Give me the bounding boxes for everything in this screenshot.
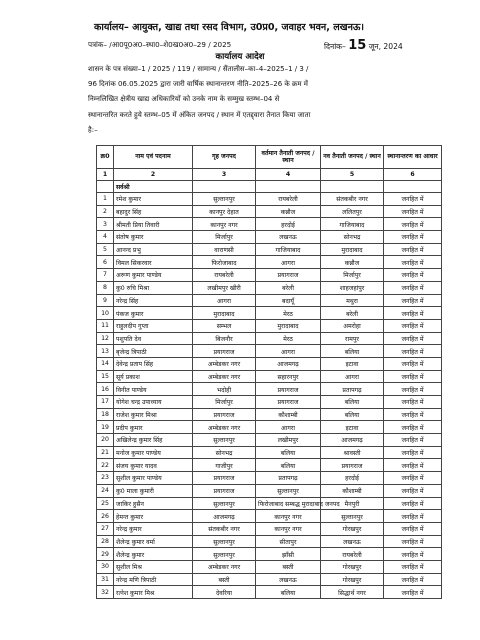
- new-posting-cell: गोरखपुर: [321, 560, 384, 573]
- table-row: [97, 383, 442, 396]
- new-posting-cell: गोरखपुर: [321, 522, 384, 535]
- table-row: [97, 421, 442, 434]
- transfer-basis-cell: जनहित में: [384, 383, 442, 396]
- current-posting-cell: बलिया: [256, 446, 321, 459]
- home-district-cell: सोनभद्र: [193, 446, 256, 459]
- home-district-cell: प्रयागराज: [193, 484, 256, 497]
- transfer-basis-cell: जनहित में: [384, 573, 442, 586]
- transfer-basis-cell: जनहित में: [384, 510, 442, 523]
- transfer-basis-cell: जनहित में: [384, 459, 442, 472]
- office-title: कार्यालय– आयुक्त, खाद्य तथा रसद विभाग, उ0प्र0, जवाहर भवन, लखनऊ।: [94, 22, 365, 33]
- new-posting-cell: गोरखपुर: [321, 573, 384, 586]
- column-number: 4: [256, 169, 321, 181]
- transfer-basis-cell: जनहित में: [384, 357, 442, 370]
- serial-cell: 20: [97, 434, 114, 447]
- name-cell: शैलेन्द्र कुमार वर्मा: [114, 535, 193, 548]
- name-cell: बृजेन्द्र त्रिपाठी: [114, 345, 193, 358]
- table-row: [97, 319, 442, 332]
- name-cell: कु0 रुचि मिश्रा: [114, 281, 193, 294]
- home-district-cell: मुरादाबाद: [193, 307, 256, 320]
- current-posting-cell: लखीमपुर: [256, 434, 321, 447]
- new-posting-cell: ललितपुर: [321, 205, 384, 218]
- new-posting-cell: इटावा: [321, 421, 384, 434]
- current-posting-cell: बलिया: [256, 586, 321, 599]
- table-row: [97, 218, 442, 231]
- transfer-basis-cell: जनहित में: [384, 434, 442, 447]
- serial-cell: 10: [97, 307, 114, 320]
- transfer-basis-cell: जनहित में: [384, 319, 442, 332]
- name-cell: सुशील कुमार पाण्डेय: [114, 472, 193, 485]
- current-posting-cell: रायबरेली: [256, 193, 321, 206]
- table-row: [97, 446, 442, 459]
- transfer-basis-cell: जनहित में: [384, 548, 442, 561]
- current-posting-cell: आजमगढ़: [256, 357, 321, 370]
- header-current-posting: वर्तमान तैनाती जनपद / स्थान: [256, 146, 321, 169]
- name-cell: श्रीमती प्रिया तिवारी: [114, 218, 193, 231]
- serial-cell: 2: [97, 205, 114, 218]
- transfer-basis-cell: जनहित में: [384, 446, 442, 459]
- column-number: 3: [193, 169, 256, 181]
- current-posting-cell: सीतापुर: [256, 535, 321, 548]
- home-district-cell: सुल्तानपुर: [193, 193, 256, 206]
- home-district-cell: अम्बेडकर नगर: [193, 357, 256, 370]
- new-posting-cell: अमरोहा: [321, 319, 384, 332]
- name-cell: विमल सिकरवार: [114, 256, 193, 269]
- table-row: [97, 294, 442, 307]
- home-district-cell: सुल्तानपुर: [193, 548, 256, 561]
- name-cell: नरेन्द्र सिंह: [114, 294, 193, 307]
- home-district-cell: देवरिया: [193, 586, 256, 599]
- transfer-basis-cell: जनहित में: [384, 193, 442, 206]
- category-row: [97, 181, 442, 193]
- serial-cell: 22: [97, 459, 114, 472]
- name-cell: अखिलेन्द्र कुमार सिंह: [114, 434, 193, 447]
- new-posting-cell: मैनपुरी: [321, 497, 384, 510]
- new-posting-cell: मथुरा: [321, 294, 384, 307]
- header-serial: क्र0: [97, 146, 114, 169]
- current-posting-cell: कानपुर नगर: [256, 510, 321, 523]
- new-posting-cell: सोनभद्र: [321, 231, 384, 244]
- serial-cell: 6: [97, 256, 114, 269]
- name-cell: जाकिर हुसैन: [114, 497, 193, 510]
- new-posting-cell: श्रावस्ती: [321, 446, 384, 459]
- new-posting-cell: बरेली: [321, 307, 384, 320]
- current-posting-cell: आगरा: [256, 421, 321, 434]
- home-district-cell: संतकबीर नगर: [193, 522, 256, 535]
- name-cell: पंकज कुमार: [114, 307, 193, 320]
- name-cell: बहादुर सिंह: [114, 205, 193, 218]
- table-row: [97, 484, 442, 497]
- table-row: [97, 345, 442, 358]
- transfer-basis-cell: जनहित में: [384, 408, 442, 421]
- serial-cell: 1: [97, 193, 114, 206]
- serial-cell: 11: [97, 319, 114, 332]
- transfer-basis-cell: जनहित में: [384, 535, 442, 548]
- new-posting-cell: हरदोई: [321, 472, 384, 485]
- serial-cell: 15: [97, 370, 114, 383]
- table-row: [97, 560, 442, 573]
- column-number: 5: [321, 169, 384, 181]
- table-row: [97, 510, 442, 523]
- table-row: [97, 231, 442, 244]
- home-district-cell: आगरा: [193, 294, 256, 307]
- table-row: [97, 332, 442, 345]
- header-transfer-basis: स्थानान्तरण का आधार: [384, 146, 442, 169]
- date-label: दिनांक–: [324, 42, 346, 51]
- name-cell: शैलेन्द्र कुमार: [114, 548, 193, 561]
- new-posting-cell: कन्नौज: [321, 256, 384, 269]
- current-posting-cell: प्रयागराज: [256, 269, 321, 282]
- transfer-basis-cell: जनहित में: [384, 256, 442, 269]
- order-body-paragraph: [88, 62, 438, 138]
- name-cell: अरूण कुमार पाण्डेय: [114, 269, 193, 282]
- name-cell: राजेश कुमार मिश्रा: [114, 408, 193, 421]
- home-district-cell: बिजनौर: [193, 332, 256, 345]
- name-cell: योगेश चन्द्र उपाध्याय: [114, 396, 193, 409]
- transfer-basis-cell: जनहित में: [384, 522, 442, 535]
- new-posting-cell: शाहजहांपुर: [321, 281, 384, 294]
- home-district-cell: अम्बेडकर नगर: [193, 560, 256, 573]
- new-posting-cell: आजमगढ़: [321, 434, 384, 447]
- transfer-basis-cell: जनहित में: [384, 484, 442, 497]
- serial-cell: 28: [97, 535, 114, 548]
- current-posting-cell: गाजियाबाद: [256, 243, 321, 256]
- serial-cell: 30: [97, 560, 114, 573]
- serial-cell: 14: [97, 357, 114, 370]
- serial-cell: 5: [97, 243, 114, 256]
- table-row: [97, 269, 442, 282]
- serial-cell: 23: [97, 472, 114, 485]
- home-district-cell: सुल्तानपुर: [193, 535, 256, 548]
- name-cell: सुशील मिश्र: [114, 560, 193, 573]
- serial-cell: 31: [97, 573, 114, 586]
- new-posting-cell: मिर्जापुर: [321, 269, 384, 282]
- table-row: [97, 573, 442, 586]
- date-month-year: जून, 2024: [368, 42, 403, 51]
- name-cell: मनोज कुमार पाण्डेय: [114, 446, 193, 459]
- home-district-cell: मिर्जापुर: [193, 231, 256, 244]
- serial-cell: 19: [97, 421, 114, 434]
- name-cell: देवेन्द्र प्रताप सिंह: [114, 357, 193, 370]
- serial-cell: 18: [97, 408, 114, 421]
- letter-reference-number: पत्रांक– /आ0पू0अ0–स्था0–शे0ख0अ0–29 / 2025: [88, 40, 232, 49]
- table-row: [97, 434, 442, 447]
- table-header-row: [97, 146, 442, 169]
- home-district-cell: प्रयागराज: [193, 345, 256, 358]
- transfer-basis-cell: जनहित में: [384, 294, 442, 307]
- current-posting-cell: बस्ती: [256, 560, 321, 573]
- new-posting-cell: बलिया: [321, 345, 384, 358]
- name-cell: हेमन्त कुमार: [114, 510, 193, 523]
- column-number-row: [97, 169, 442, 181]
- new-posting-cell: मुरादाबाद: [321, 243, 384, 256]
- transfer-basis-cell: जनहित में: [384, 370, 442, 383]
- current-posting-cell: कौशाम्बी: [256, 408, 321, 421]
- current-posting-cell: प्रतापगढ़: [256, 472, 321, 485]
- table-row: [97, 256, 442, 269]
- home-district-cell: मिर्जापुर: [193, 396, 256, 409]
- home-district-cell: भदोही: [193, 383, 256, 396]
- current-posting-cell: प्रयागराज: [256, 396, 321, 409]
- home-district-cell: वाराणसी: [193, 243, 256, 256]
- header-home-district: गृह जनपद: [193, 146, 256, 169]
- new-posting-cell: आगरा: [321, 370, 384, 383]
- table-row: [97, 459, 442, 472]
- category-label: सर्वश्री: [114, 181, 193, 193]
- current-posting-cell: मेरठ: [256, 332, 321, 345]
- office-order-heading: कार्यालय आदेश: [215, 52, 265, 62]
- home-district-cell: सुल्तानपुर: [193, 434, 256, 447]
- new-posting-cell: कौशाम्बी: [321, 484, 384, 497]
- table-row: [97, 522, 442, 535]
- name-cell: रत्नेश कुमार मिश्र: [114, 586, 193, 599]
- serial-cell: 4: [97, 231, 114, 244]
- serial-cell: 16: [97, 383, 114, 396]
- home-district-cell: प्रयागराज: [193, 408, 256, 421]
- body-line: 96 दिनांक 06.05.2025 द्वारा जारी वार्षिक स्थानान्तरण नीति–2025–26 के क्रम में: [88, 80, 308, 89]
- new-posting-cell: सिद्धार्थ नगर: [321, 586, 384, 599]
- table-row: [97, 548, 442, 561]
- current-posting-cell: लखनऊ: [256, 573, 321, 586]
- transfer-basis-cell: जनहित में: [384, 231, 442, 244]
- body-line: निम्नलिखित क्षेत्रीय खाद्य अधिकारियों को उनके नाम के सम्मुख स्तम्भ–04 से: [88, 95, 280, 104]
- current-posting-cell: फिरोजाबाद सम्बद्ध मुरादाबाद जनपद: [256, 497, 321, 510]
- new-posting-cell: लखनऊ: [321, 535, 384, 548]
- column-number: 1: [97, 169, 114, 181]
- table-row: [97, 497, 442, 510]
- transfer-basis-cell: जनहित में: [384, 243, 442, 256]
- name-cell: आनन्द प्रभु: [114, 243, 193, 256]
- serial-cell: 27: [97, 522, 114, 535]
- table-row: [97, 243, 442, 256]
- home-district-cell: अम्बेडकर नगर: [193, 370, 256, 383]
- new-posting-cell: इटावा: [321, 357, 384, 370]
- new-posting-cell: बलिया: [321, 408, 384, 421]
- current-posting-cell: आगरा: [256, 256, 321, 269]
- transfer-basis-cell: जनहित में: [384, 497, 442, 510]
- new-posting-cell: रामपुर: [321, 332, 384, 345]
- header-name-designation: नाम एवं पदनाम: [114, 146, 193, 169]
- serial-cell: 24: [97, 484, 114, 497]
- transfer-basis-cell: जनहित में: [384, 205, 442, 218]
- table-row: [97, 370, 442, 383]
- home-district-cell: गाजीपुर: [193, 459, 256, 472]
- column-number: 6: [384, 169, 442, 181]
- serial-cell: 25: [97, 497, 114, 510]
- column-number: 2: [114, 169, 193, 181]
- body-line: स्थानान्तरित करते हुये स्तम्भ–05 में अंकित जनपद / स्थान में एतद्द्वारा तैनात किया जाता: [88, 110, 311, 119]
- home-district-cell: कानपुर देहात: [193, 205, 256, 218]
- home-district-cell: रायबरेली: [193, 269, 256, 282]
- serial-cell: 12: [97, 332, 114, 345]
- transfer-basis-cell: जनहित में: [384, 560, 442, 573]
- table-row: [97, 307, 442, 320]
- serial-cell: 8: [97, 281, 114, 294]
- home-district-cell: आजमगढ़: [193, 510, 256, 523]
- name-cell: नरेन्द्र कुमार: [114, 522, 193, 535]
- current-posting-cell: बलिया: [256, 459, 321, 472]
- date-day-handwritten: 15: [348, 38, 367, 53]
- table-row: [97, 586, 442, 599]
- current-posting-cell: मुरादाबाद: [256, 319, 321, 332]
- transfer-basis-cell: जनहित में: [384, 281, 442, 294]
- home-district-cell: कानपुर नगर: [193, 218, 256, 231]
- new-posting-cell: गाजियाबाद: [321, 218, 384, 231]
- home-district-cell: फिरोजाबाद: [193, 256, 256, 269]
- serial-cell: 17: [97, 396, 114, 409]
- table-row: [97, 408, 442, 421]
- transfer-basis-cell: जनहित में: [384, 332, 442, 345]
- name-cell: संतोष कुमार: [114, 231, 193, 244]
- serial-cell: 9: [97, 294, 114, 307]
- transfer-basis-cell: जनहित में: [384, 472, 442, 485]
- current-posting-cell: लखनऊ: [256, 231, 321, 244]
- transfer-basis-cell: जनहित में: [384, 396, 442, 409]
- current-posting-cell: बरेली: [256, 281, 321, 294]
- current-posting-cell: कानपुर नगर: [256, 522, 321, 535]
- current-posting-cell: बदायूँ: [256, 294, 321, 307]
- current-posting-cell: कन्नौज: [256, 205, 321, 218]
- name-cell: संजय कुमार यादव: [114, 459, 193, 472]
- serial-cell: 32: [97, 586, 114, 599]
- home-district-cell: बस्ती: [193, 573, 256, 586]
- home-district-cell: प्रयागराज: [193, 472, 256, 485]
- current-posting-cell: प्रयागराज: [256, 383, 321, 396]
- home-district-cell: सुल्तानपुर: [193, 497, 256, 510]
- home-district-cell: अम्बेडकर नगर: [193, 421, 256, 434]
- current-posting-cell: झाँसी: [256, 548, 321, 561]
- name-cell: विनीत पाण्डेय: [114, 383, 193, 396]
- new-posting-cell: बलिया: [321, 396, 384, 409]
- home-district-cell: लखीमपुर खीरी: [193, 281, 256, 294]
- current-posting-cell: मेरठ: [256, 307, 321, 320]
- transfer-basis-cell: जनहित में: [384, 218, 442, 231]
- table-row: [97, 357, 442, 370]
- serial-cell: 21: [97, 446, 114, 459]
- new-posting-cell: प्रयागराज: [321, 459, 384, 472]
- body-line: शासन के पत्र संख्या–1 / 2025 / 119 / सामान्य / सैंतालीस–का–4–2025–1 / 3 /: [88, 65, 309, 73]
- table-row: [97, 281, 442, 294]
- home-district-cell: सम्भल: [193, 319, 256, 332]
- current-posting-cell: आगरा: [256, 345, 321, 358]
- serial-cell: 29: [97, 548, 114, 561]
- name-cell: राहुलदीप गुप्ता: [114, 319, 193, 332]
- new-posting-cell: प्रतापगढ़: [321, 383, 384, 396]
- table-row: [97, 472, 442, 485]
- transfer-basis-cell: जनहित में: [384, 586, 442, 599]
- body-line: है:–: [88, 125, 98, 134]
- name-cell: कु0 माला कुमारी: [114, 484, 193, 497]
- current-posting-cell: हरदोई: [256, 218, 321, 231]
- current-posting-cell: सुल्तानपुर: [256, 484, 321, 497]
- transfer-basis-cell: जनहित में: [384, 345, 442, 358]
- serial-cell: 13: [97, 345, 114, 358]
- transfer-basis-cell: जनहित में: [384, 269, 442, 282]
- name-cell: रमेश कुमार: [114, 193, 193, 206]
- serial-cell: 26: [97, 510, 114, 523]
- table-row: [97, 205, 442, 218]
- serial-cell: 7: [97, 269, 114, 282]
- header-new-posting: नव तैनाती जनपद / स्थान: [321, 146, 384, 169]
- name-cell: प्रदीप कुमार: [114, 421, 193, 434]
- name-cell: सूर्य प्रकाश: [114, 370, 193, 383]
- transfer-basis-cell: जनहित में: [384, 421, 442, 434]
- current-posting-cell: सहारनपुर: [256, 370, 321, 383]
- transfer-table: [96, 145, 442, 599]
- table-row: [97, 396, 442, 409]
- new-posting-cell: रायबरेली: [321, 548, 384, 561]
- table-row: [97, 535, 442, 548]
- table-row: [97, 193, 442, 206]
- new-posting-cell: संतकबीर नगर: [321, 193, 384, 206]
- new-posting-cell: सुल्तानपुर: [321, 510, 384, 523]
- name-cell: नरेन्द्र मणि त्रिपाठी: [114, 573, 193, 586]
- transfer-basis-cell: जनहित में: [384, 307, 442, 320]
- name-cell: पशुपति देव: [114, 332, 193, 345]
- serial-cell: 3: [97, 218, 114, 231]
